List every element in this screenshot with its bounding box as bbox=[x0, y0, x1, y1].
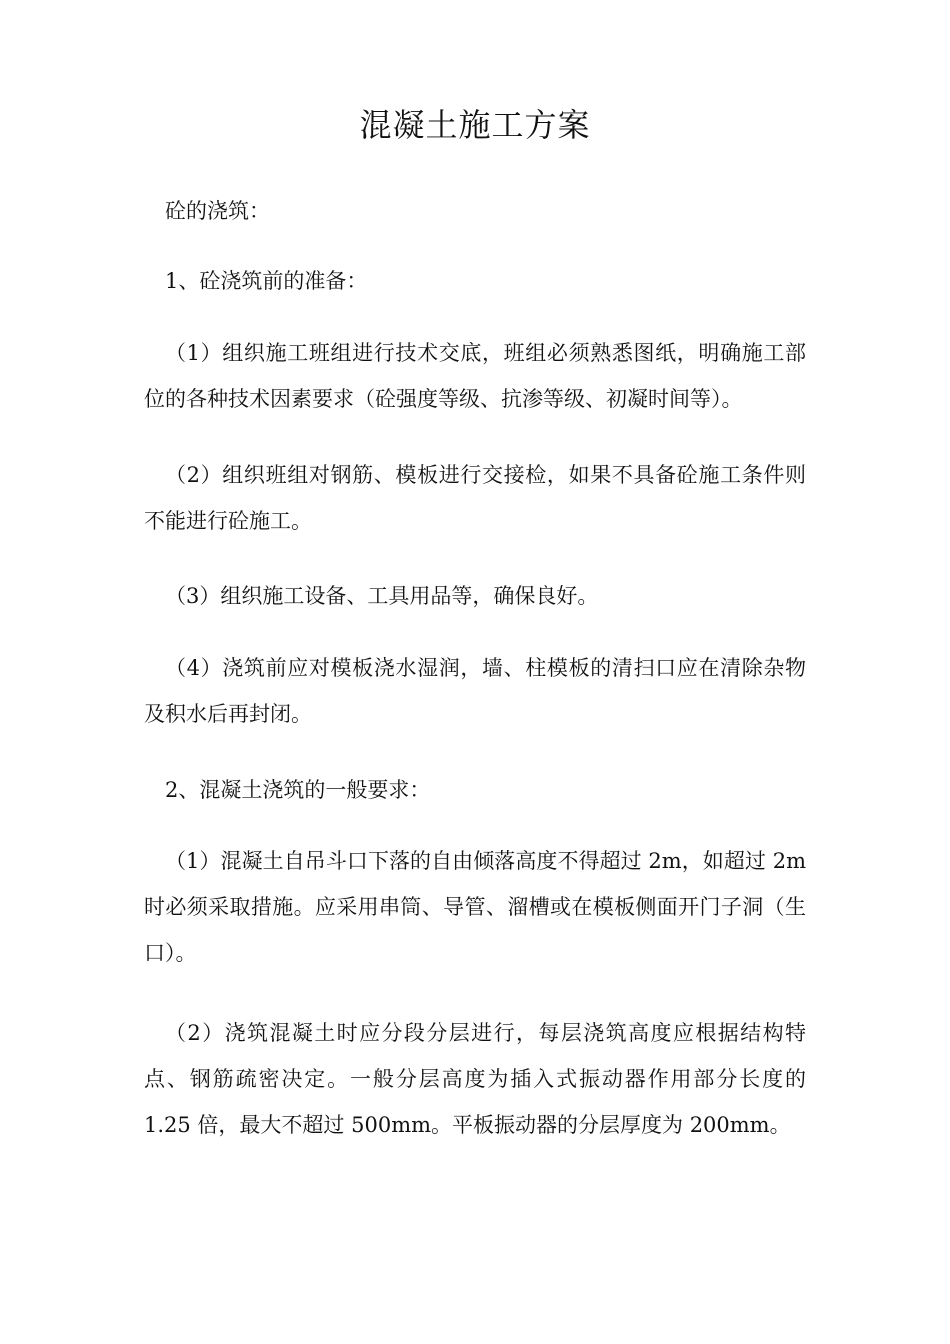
paragraph-prep-1: （1）组织施工班组进行技术交底，班组必须熟悉图纸，明确施工部位的各种技术因素要求（砼强度等级、抗渗等级、初凝时间等）。 bbox=[144, 341, 806, 411]
section-heading-pouring: 砼的浇筑： bbox=[165, 199, 270, 223]
document-title: 混凝土施工方案 bbox=[359, 106, 591, 144]
paragraph-req-2: （2）浇筑混凝土时应分段分层进行，每层浇筑高度应根据结构特点、钢筋疏密决定。一般分层高度为插入式振动器作用部分长度的 1.25 倍，最大不超过 500mm。平板振动器的分层厚度为 200mm。 bbox=[144, 1021, 806, 1137]
section-heading-general-requirements: 2、混凝土浇筑的一般要求： bbox=[165, 778, 431, 802]
paragraph-prep-2: （2）组织班组对钢筋、模板进行交接检，如果不具备砼施工条件则不能进行砼施工。 bbox=[144, 463, 806, 533]
section-heading-preparation: 1、砼浇筑前的准备： bbox=[165, 269, 368, 293]
paragraph-prep-4: （4）浇筑前应对模板浇水湿润，墙、柱模板的清扫口应在清除杂物及积水后再封闭。 bbox=[144, 656, 806, 726]
paragraph-req-1: （1）混凝土自吊斗口下落的自由倾落高度不得超过 2m，如超过 2m 时必须采取措施。应采用串筒、导管、溜槽或在模板侧面开门子洞（生口）。 bbox=[144, 849, 806, 965]
paragraph-prep-3: （3）组织施工设备、工具用品等，确保良好。 bbox=[165, 584, 599, 608]
